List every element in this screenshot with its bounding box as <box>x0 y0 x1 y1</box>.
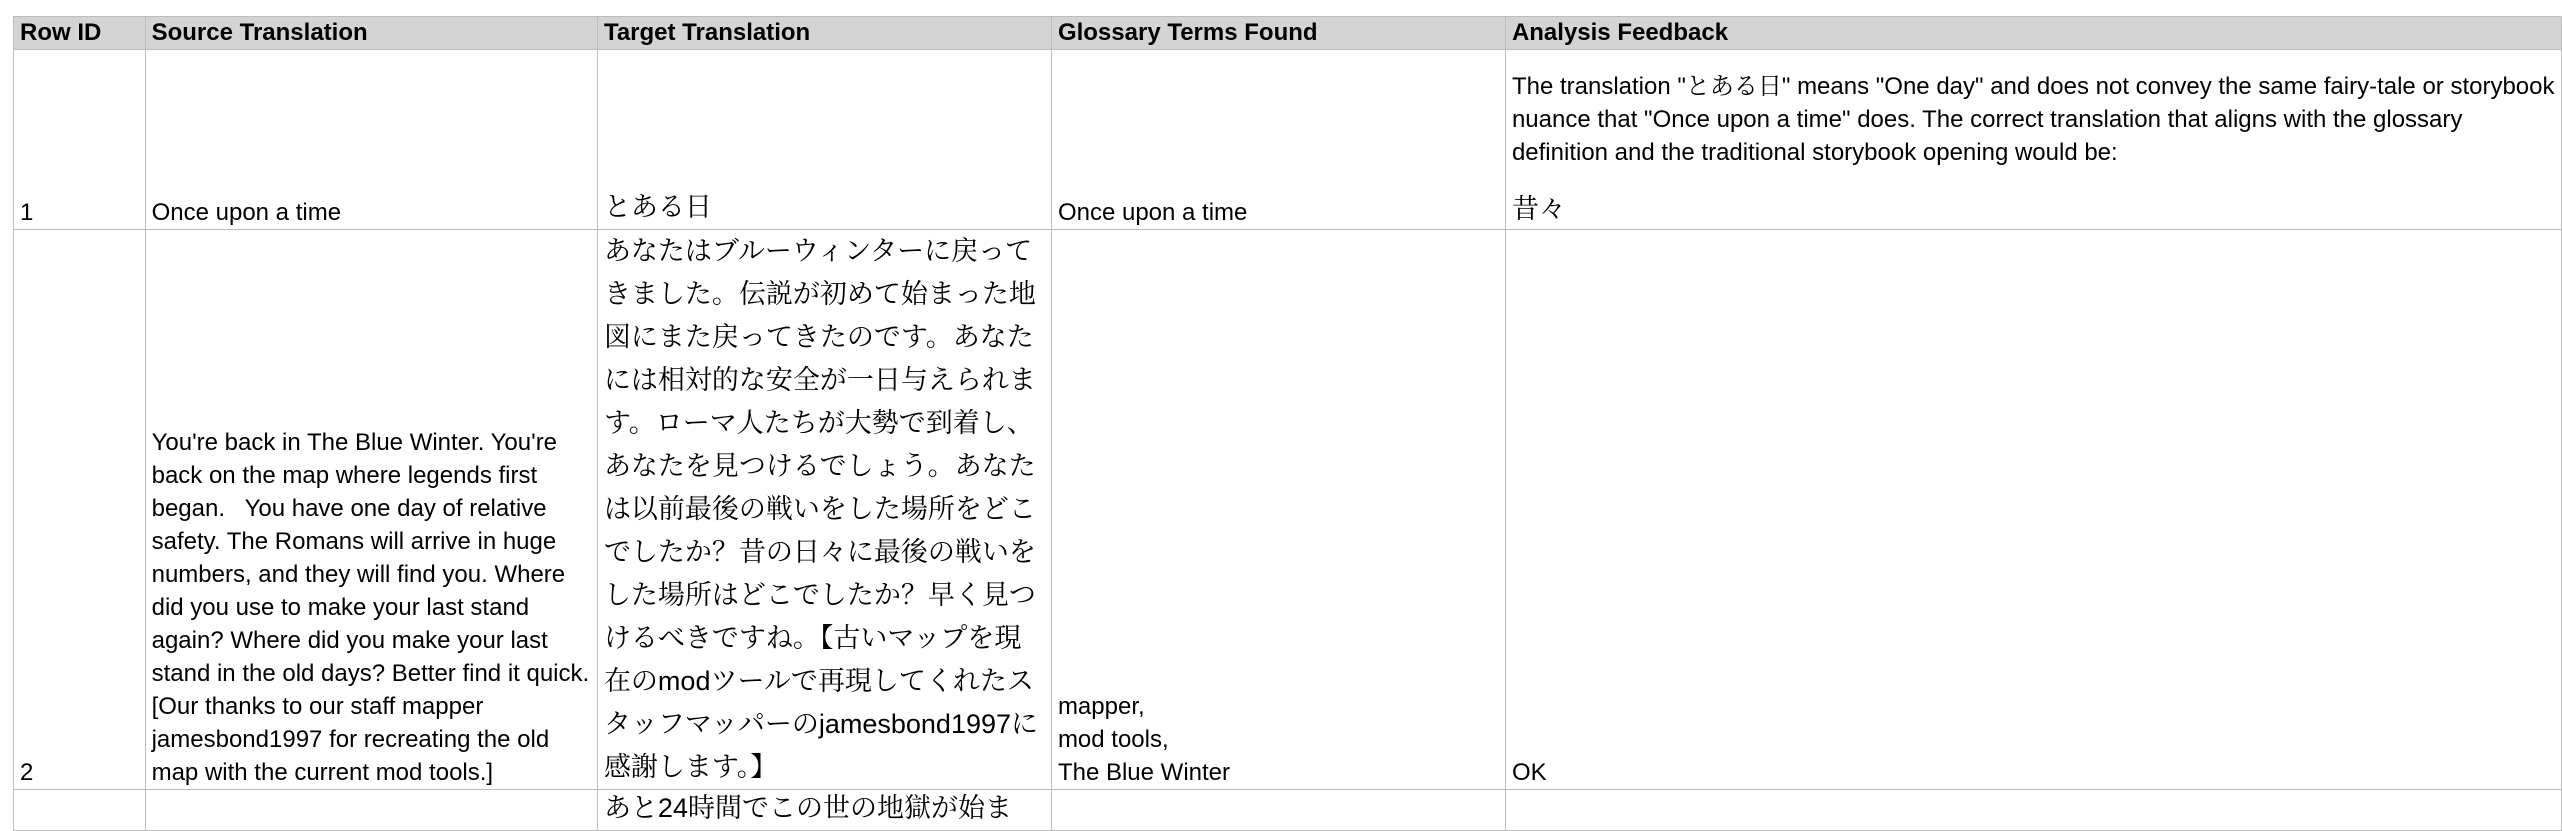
cell-feedback[interactable] <box>1505 790 2561 831</box>
cell-glossary[interactable] <box>1051 790 1505 831</box>
feedback-suggestion: 昔々 <box>1511 194 1566 224</box>
cell-row-id[interactable]: 1 <box>14 50 146 230</box>
header-row <box>14 17 2562 50</box>
header-glossary-terms[interactable]: Glossary Terms Found <box>1051 17 1505 50</box>
table-row <box>14 230 2562 790</box>
cell-source[interactable]: You're back in The Blue Winter. You're back on the map where legends first began. You have one day of relative safety. The Romans will arrive in huge numbers, and they will find you. Where did you use to make your last stand again? Where did you make your last stand in the old days? Better find it quick. [Our thanks to our staff mapper jamesbond1997 for recreating the old map with the current mod tools.] <box>145 230 597 790</box>
cell-feedback[interactable] <box>1505 50 2561 230</box>
table-row <box>14 790 2562 831</box>
feedback-text: The translation "とある日" means "One day" and does not convey the same fairy-tale or storybook nuance that "Once upon a time" does. The correct translation that aligns with the glossary definition and the traditional storybook opening would be: <box>1511 73 2555 166</box>
table-row <box>14 50 2562 230</box>
header-source-translation[interactable]: Source Translation <box>145 17 597 50</box>
cell-target-text: あと24時間でこの世の地獄が始ま <box>603 793 1012 823</box>
cell-feedback[interactable]: OK <box>1505 230 2561 790</box>
header-analysis-feedback[interactable]: Analysis Feedback <box>1505 17 2561 50</box>
cell-target[interactable] <box>597 790 1051 831</box>
cell-row-id[interactable]: 2 <box>14 230 146 790</box>
cell-target[interactable]: とある日 <box>597 50 1051 230</box>
cell-row-id[interactable] <box>14 790 146 831</box>
cell-source[interactable] <box>145 790 597 831</box>
header-row-id[interactable]: Row ID <box>14 17 146 50</box>
cell-source[interactable]: Once upon a time <box>145 50 597 230</box>
cell-glossary[interactable]: Once upon a time <box>1051 50 1505 230</box>
cell-glossary[interactable]: mapper, mod tools, The Blue Winter <box>1051 230 1505 790</box>
cell-target[interactable]: あなたはブルーウィンターに戻ってきました。伝説が初めて始まった地図にまた戻ってきたのです。あなたには相対的な安全が一日与えられます。ローマ人たちが大勢で到着し、あなたを見つけるでしょう。あなたは以前最後の戦いをした場所をどこでしたか？昔の日々に最後の戦いをした場所はどこでしたか？早く見つけるべきですね。【古いマップを現在のmodツールで再現してくれたスタッフマッパーのjamesbond1997に感謝します。】 <box>597 230 1051 790</box>
header-target-translation[interactable]: Target Translation <box>597 17 1051 50</box>
translation-analysis-table <box>13 16 2562 831</box>
